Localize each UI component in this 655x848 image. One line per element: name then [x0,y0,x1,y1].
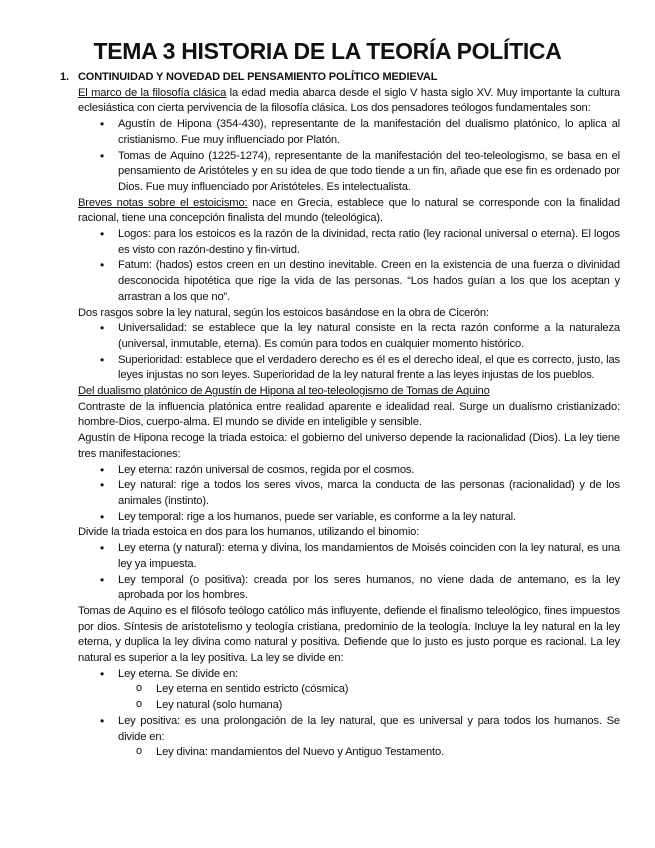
list-item: • Ley temporal: rige a los humanos, puede ser variable, es conforme a la ley natural. [78,510,620,526]
paragraph-estoicismo [78,196,620,227]
subheading-marco: El marco de la filosofía clásica [78,86,227,99]
list-item: • Universalidad: se establece que la ley natural consiste en la recta razón conforme a la naturaleza (universal, inmutable, eterna). Es común para todos en cualquier momento histórico. [78,321,620,352]
section-heading-text: CONTINUIDAD Y NOVEDAD DEL PENSAMIENTO POLÍTICO MEDIEVAL [78,71,438,83]
sub-list [78,745,620,761]
document-title: TEMA 3 HISTORIA DE LA TEORÍA POLÍTICA [93,38,562,64]
list-item: • Logos: para los estoicos es la razón de la divinidad, recta ratio (ley racional universal o eterna). El logos es visto con razón-destino y fin-virtud. [78,227,620,258]
bullet-list-estoicismo [78,227,620,306]
list-item: • Ley eterna: razón universal de cosmos, regida por el cosmos. [78,463,620,479]
list-item: • Ley eterna (y natural): eterna y divina, los mandamientos de Moisés coinciden con la ley natural, es una ley ya impuesta. [78,541,620,572]
paragraph-marco [78,86,620,117]
paragraph-rasgos: Dos rasgos sobre la ley natural, según los estoicos basándose en la obra de Cicerón: [78,306,489,319]
paragraph-binomio: Divide la triada estoica en dos para los humanos, utilizando el binomio: [78,526,420,539]
section-number: 1. [60,71,69,83]
subheading-estoicismo: Breves notas sobre el estoicismo: [78,196,248,209]
bullet-list-tomas [78,667,620,761]
bullet-list-thinkers [78,117,620,196]
sub-list-item: o Ley divina: mandamientos del Nuevo y Antiguo Testamento. [78,745,620,761]
list-item: • Agustín de Hipona (354-430), representante de la manifestación del dualismo platónico, lo aplica al cristianismo. Fue muy influenciado por Platón. [78,117,620,148]
sub-list [78,682,620,713]
paragraph-agustin: Agustín de Hipona recoge la triada estoica: el gobierno del universo depende la racionalidad (Dios). La ley tiene tres manifestaciones: [78,432,620,460]
paragraph-contraste: Contraste de la influencia platónica entre realidad aparente e idealidad real. Surge un dualismo cristianizado: hombre-Dios, cuerpo-alma. El mundo se divide en inteligible y sensible. [78,400,620,429]
sub-list-item: o Ley natural (solo humana) [78,698,620,714]
list-item: • Fatum: (hados) estos creen en un destino inevitable. Creen en la existencia de una fuerza o divinidad desconocida hipotética que rige la vida de las personas. “Los hados guían a los que los aceptan y arrastran a los que no”. [78,258,620,305]
sub-list-item: o Ley eterna en sentido estricto (cósmica) [78,682,620,698]
list-item: • Superioridad: establece que el verdadero derecho es él es el derecho ideal, el que es correcto, justo, las leyes injustas no son leyes. Superioridad de la ley natural frente a las leyes injustas de los pueblos. [78,353,620,384]
section-body [78,86,620,761]
bullet-list-binomio [78,541,620,604]
list-item-label: Ley eterna. Se divide en: [118,667,239,680]
document-body [60,70,620,761]
list-item: • Ley natural: rige a todos los seres vivos, marca la conducta de las personas (racionalidad) y de los animales (instinto). [78,478,620,509]
bullet-list-rasgos [78,321,620,384]
list-item [78,714,620,761]
list-item [78,667,620,714]
subheading-dualismo: Del dualismo platónico de Agustín de Hipona al teo-teleologismo de Tomas de Aquino [78,385,490,398]
list-item-label: Ley positiva: es una prolongación de la ley natural, que es universal y para todos los humanos. Se divide en: [118,714,620,743]
paragraph-estoicismo-text: nace en Grecia, establece que lo natural se corresponde con la finalidad racional, tiene una concepción finalista del mundo (teleológica). [78,196,620,225]
paragraph-marco-text: la edad media abarca desde el siglo V hasta siglo XV. Muy importante la cultura eclesiástica con cierta pervivencia de la filosofía clásica. Los dos pensadores teólogos fundamentales son: [78,86,620,115]
list-item: • Tomas de Aquino (1225-1274), representante de la manifestación del teo-teleologismo, se basa en el pensamiento de Aristóteles y en su idea de que todo tiende a un fin, añade que ese fin es ordenado por Dios. Fue muy influenciado por Aristóteles. Es intelectualista. [78,149,620,196]
section-heading [60,70,620,86]
paragraph-tomas: Tomas de Aquino es el filósofo teólogo católico más influyente, defiende el finalismo teleológico, fines impuestos por dios. Síntesis de aristotelismo y teología cristiana, predominio de la teología. Incluye la ley natural en la ley eterna, y duplica la ley divina como natural y positiva. Defiende que lo justo es justo porque es racional. La ley natural es superior a la ley positiva. La ley se divide en: [78,604,620,665]
list-item: • Ley temporal (o positiva): creada por los seres humanos, no viene dada de antemano, es la ley aprobada por los hombres. [78,573,620,604]
bullet-list-manifestaciones [78,463,620,526]
